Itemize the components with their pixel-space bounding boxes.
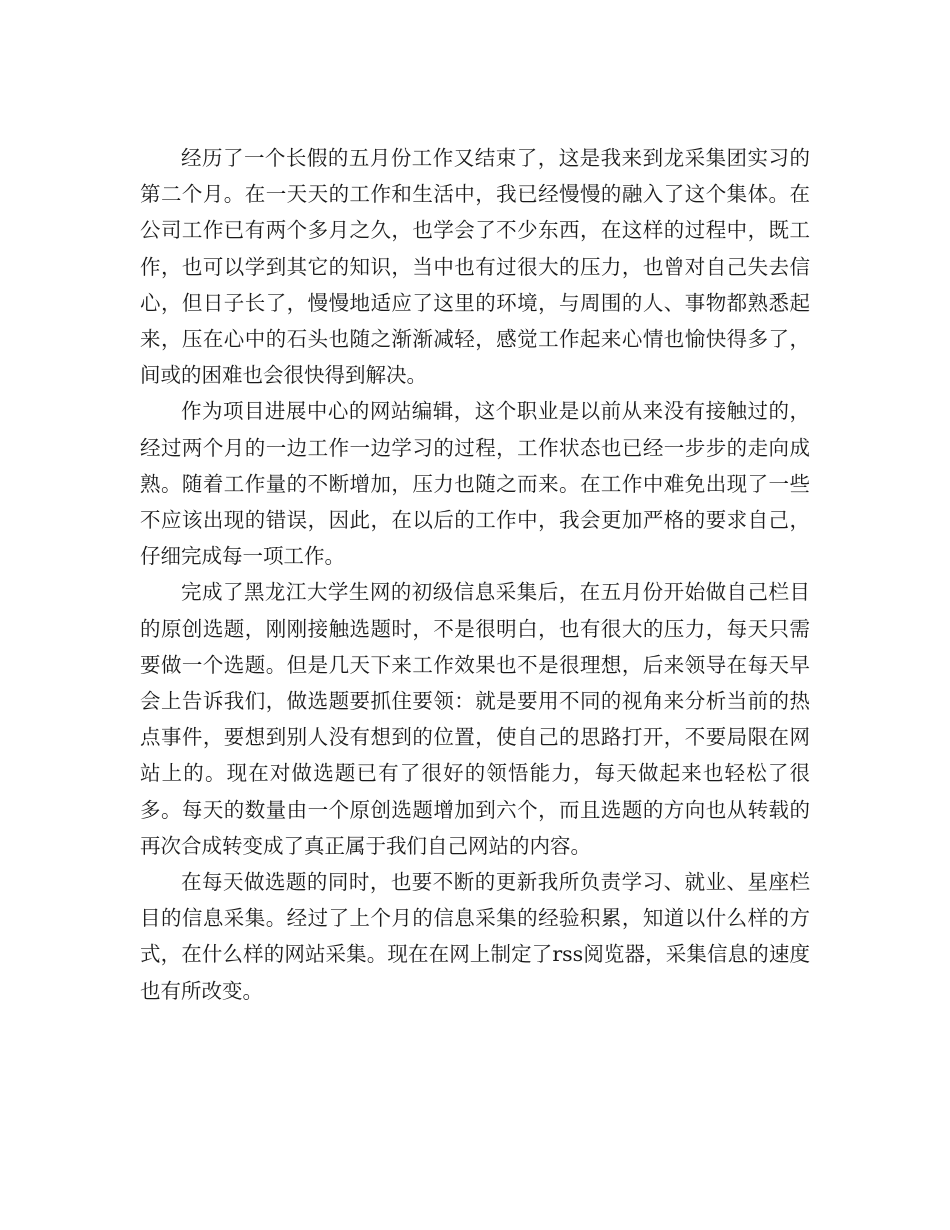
paragraph-2: 作为项目进展中心的网站编辑，这个职业是以前从来没有接触过的，经过两个月的一边工作一边学习的过程，工作状态也已经一步步的走向成熟。随着工作量的不断增加，压力也随之而来。在工作中难免出现了一些不应该出现的错误，因此，在以后的工作中，我会更加严格的要求自己，仔细完成每一项工作。 [140, 399, 810, 569]
document-body [140, 140, 810, 1009]
paragraph-1: 经历了一个长假的五月份工作又结束了，这是我来到龙采集团实习的第二个月。在一天天的工作和生活中，我已经慢慢的融入了这个集体。在公司工作已有两个多月之久，也学会了不少东西，在这样的过程中，既工作，也可以学到其它的知识，当中也有过很大的压力，也曾对自己失去信心，但日子长了，慢慢地适应了这里的环境，与周围的人、事物都熟悉起来，压在心中的石头也随之渐渐减轻，感觉工作起来心情也愉快得多了，间或的困难也会很快得到解决。 [140, 146, 810, 388]
paragraph-3: 完成了黑龙江大学生网的初级信息采集后，在五月份开始做自己栏目的原创选题，刚刚接触选题时，不是很明白，也有很大的压力，每天只需要做一个选题。但是几天下来工作效果也不是很理想，后来领导在每天早会上告诉我们，做选题要抓住要领：就是要用不同的视角来分析当前的热点事件，要想到别人没有想到的位置，使自己的思路打开，不要局限在网站上的。现在对做选题已有了很好的领悟能力，每天做起来也轻松了很多。每天的数量由一个原创选题增加到六个，而且选题的方向也从转载的再次合成转变成了真正属于我们自己网站的内容。 [140, 580, 810, 858]
paragraph-4: 在每天做选题的同时，也要不断的更新我所负责学习、就业、星座栏目的信息采集。经过了上个月的信息采集的经验积累，知道以什么样的方式，在什么样的网站采集。现在在网上制定了rss阅览器，采集信息的速度也有所改变。 [140, 870, 810, 1003]
